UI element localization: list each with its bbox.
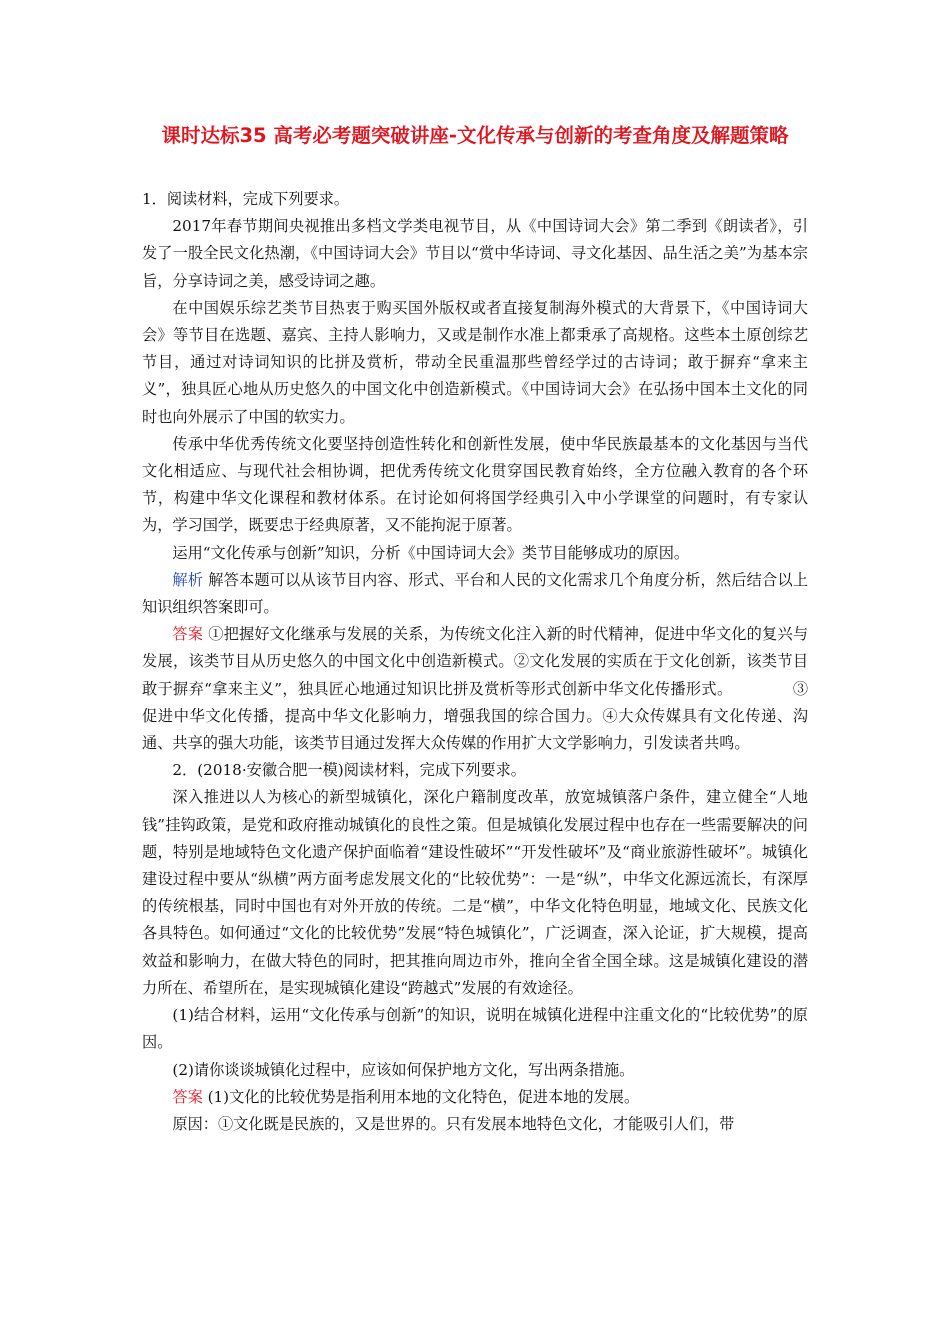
document-body (142, 186, 808, 1138)
q1-material-paragraph-1: 2017年春节期间央视推出多档文学类电视节目，从《中国诗词大会》第二季到《朗读者》，引发了一股全民文化热潮，《中国诗词大会》节目以“赏中华诗词、寻文化基因、品生活之美”为基本宗旨，分享诗词之美，感受诗词之趣。 (142, 217, 808, 290)
answer-label: 答案 (172, 625, 204, 644)
q2-answer-reason: 原因：①文化既是民族的，又是世界的。只有发展本地特色文化，才能吸引人们，带 (172, 1114, 735, 1133)
q2-subquestion-1: (1)结合材料，运用“文化传承与创新”的知识，说明在城镇化进程中注重文化的“比较优势”的原因。 (142, 1006, 808, 1052)
q2-subquestion-2: (2)请你谈谈城镇化过程中，应该如何保护地方文化，写出两条措施。 (172, 1060, 635, 1079)
q1-answer (142, 621, 808, 757)
question-2-heading: 2．(2018·安徽合肥一模)阅读材料，完成下列要求。 (172, 761, 526, 780)
q1-material-paragraph-2: 在中国娱乐综艺类节目热衷于购买国外版权或者直接复制海外模式的大背景下，《中国诗词大会》等节目在选题、嘉宾、主持人影响力，又或是制作水准上都秉承了高规格。这些本土原创综艺节目，通过对诗词知识的比拼及赏析，带动全民重温那些曾经学过的古诗词；敢于摒弃“拿来主义”，独具匠心地从历史悠久的中国文化中创造新模式。《中国诗词大会》在弘扬中国本土文化的同时也向外展示了中国的软实力。 (142, 298, 808, 426)
question-1-heading: 1．阅读材料，完成下列要求。 (142, 190, 350, 208)
analysis-label: 解析 (172, 570, 204, 589)
q1-material-paragraph-3: 传承中华优秀传统文化要坚持创造性转化和创新性发展，使中华民族最基本的文化基因与当代文化相适应、与现代社会相协调，把优秀传统文化贯穿国民教育始终，全方位融入教育的各个环节，构建中华文化课程和教材体系。在讨论如何将国学经典引入中小学课堂的问题时，有专家认为，学习国学，既要忠于经典原著，又不能拘泥于原著。 (142, 434, 808, 535)
q2-answer-text: (1)文化的比较优势是指利用本地的文化特色，促进本地的发展。 (202, 1087, 640, 1106)
q2-answer (142, 1084, 808, 1111)
q2-material-paragraph: 深入推进以人为核心的新型城镇化，深化户籍制度改革，放宽城镇落户条件，建立健全“人地钱”挂钩政策，是党和政府推动城镇化的良性之策。但是城镇化发展过程中也存在一些需要解决的问题，特别是地域特色文化遗产保护面临着“建设性破坏”“开发性破坏”及“商业旅游性破坏”。城镇化建设过程中要从“纵横”两方面考虑发展文化的“比较优势”：一是“纵”，中华文化源远流长，有深厚的传统根基，同时中国也有对外开放的传统。二是“横”，中华文化特色明显，地域文化、民族文化各具特色。如何通过“文化的比较优势”发展“特色城镇化”，广泛调查，深入论证，扩大规模，提高效益和影响力，在做大特色的同时，把其推向周边市外，推向全省全国全球。这是城镇化建设的潜力所在、希望所在，是实现城镇化建设“跨越式”发展的有效途径。 (142, 788, 808, 997)
q1-analysis (142, 567, 808, 621)
answer-text-part-2: ③促进中华文化传播，提高中华文化影响力，增强我国的综合国力。④大众传媒具有文化传递、沟通、共享的强大功能，该类节目通过发挥大众传媒的作用扩大文学影响力，引发读者共鸣。 (142, 679, 809, 753)
q1-question-prompt: 运用“文化传承与创新”知识，分析《中国诗词大会》类节目能够成功的原因。 (172, 543, 690, 562)
answer-text-part-1: ①把握好文化继承与发展的关系，为传统文化注入新的时代精神，促进中华文化的复兴与发展，该类节目从历史悠久的中国文化中创造新模式。②文化发展的实质在于文化创新，该类节目敢于摒弃“拿来主义”，独具匠心地通过知识比拼及赏析等形式创新中华文化传播形式。 (142, 625, 809, 698)
analysis-text: 解答本题可以从该节目内容、形式、平台和人民的文化需求几个角度分析，然后结合以上知识组织答案即可。 (142, 570, 809, 617)
document-title: 课时达标35 高考必考题突破讲座-文化传承与创新的考查角度及解题策略 (161, 124, 789, 147)
answer-label-2: 答案 (172, 1087, 203, 1106)
